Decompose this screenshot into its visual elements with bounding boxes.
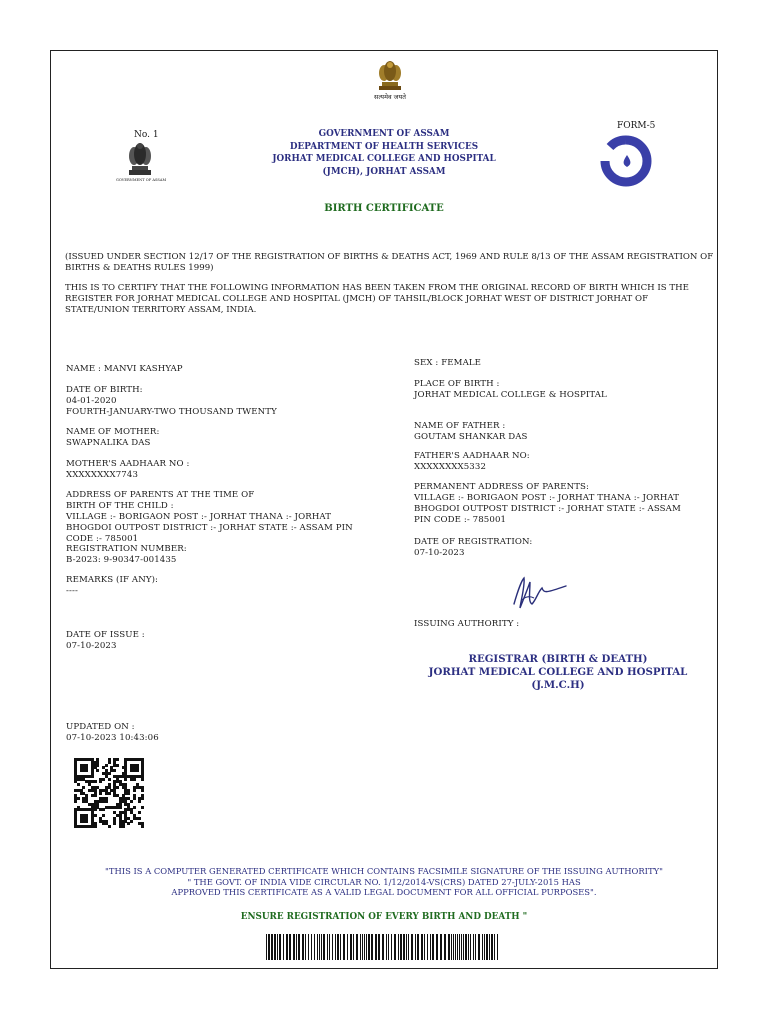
barcode-bar: [271, 934, 273, 960]
college-name: JORHAT MEDICAL COLLEGE AND HOSPITAL: [272, 154, 496, 164]
barcode-bar: [366, 934, 367, 960]
barcode-bar: [368, 934, 370, 960]
qr-module: [102, 808, 105, 811]
qr-module: [119, 806, 122, 809]
qr-module: [130, 800, 133, 803]
perm-address-label: PERMANENT ADDRESS OF PARENTS:: [414, 482, 590, 492]
state-emblem-icon: [373, 60, 407, 92]
footer-line-2: " THE GOVT. OF INDIA VIDE CIRCULAR NO. 1/12/2014-VS(CRS) DATED 27-JULY-2015 HAS: [187, 876, 581, 887]
issue-date-value: 07-10-2023: [66, 641, 117, 651]
barcode-icon: [266, 934, 502, 960]
barcode-bar: [388, 934, 389, 960]
barcode-bar: [327, 934, 328, 960]
sex: SEX : FEMALE: [414, 358, 482, 368]
qr-module: [99, 792, 102, 795]
barcode-bar: [364, 934, 365, 960]
barcode-bar: [484, 934, 485, 960]
barcode-bar: [398, 934, 399, 960]
barcode-bar: [268, 934, 270, 960]
barcode-bar: [321, 934, 322, 960]
qr-module: [94, 808, 97, 811]
left-emblem-caption: GOVERNMENT OF ASSAM: [116, 178, 167, 182]
updated-label: UPDATED ON :: [66, 722, 135, 732]
barcode-bar: [491, 934, 493, 960]
barcode-bar: [319, 934, 320, 960]
barcode-bar: [444, 934, 446, 960]
qr-module: [102, 778, 105, 781]
barcode-bar: [293, 934, 295, 960]
issuing-authority-label: ISSUING AUTHORITY :: [414, 619, 520, 629]
form-label: FORM-5: [617, 121, 656, 131]
doc-title: BIRTH CERTIFICATE: [324, 203, 444, 214]
barcode-bar: [406, 934, 407, 960]
reg-date-label: DATE OF REGISTRATION:: [414, 537, 533, 547]
footer-line-3: APPROVED THIS CERTIFICATE AS A VALID LEGAL DOCUMENT FOR ALL OFFICIAL PURPOSES".: [171, 887, 597, 897]
qr-module: [116, 758, 119, 761]
barcode-bar: [314, 934, 315, 960]
reg-no-value: B-2023: 9-90347-001435: [66, 555, 177, 565]
ensure-registration: ENSURE REGISTRATION OF EVERY BIRTH AND DEATH ": [240, 912, 528, 922]
father-aadhaar-label: FATHER'S AADHAAR NO:: [414, 451, 530, 461]
dob-block: [66, 385, 356, 418]
barcode-bar: [463, 934, 464, 960]
qr-module: [99, 780, 102, 783]
barcode-bar: [430, 934, 431, 960]
qr-module: [74, 800, 77, 803]
barcode-bar: [386, 934, 387, 960]
remarks-value: ----: [66, 586, 79, 596]
barcode-bar: [457, 934, 458, 960]
barcode-bar: [371, 934, 373, 960]
qr-module: [124, 778, 127, 781]
barcode-bar: [382, 934, 384, 960]
footer-line-1: "THIS IS A COMPUTER GENERATED CERTIFICATE WHICH CONTAINS FACSIMILE SIGNATURE OF THE ISSUING AUTHORITY": [105, 866, 663, 876]
qr-module: [108, 761, 111, 764]
barcode-bar: [362, 934, 363, 960]
crs-logo-icon: [596, 134, 656, 188]
qr-module: [141, 789, 144, 792]
barcode-bar: [296, 934, 297, 960]
barcode-bar: [305, 934, 306, 960]
barcode-bar: [461, 934, 462, 960]
qr-module: [113, 822, 116, 825]
barcode-bar: [311, 934, 312, 960]
barcode-bar: [400, 934, 402, 960]
qr-module: [91, 775, 94, 778]
father-aadhaar-block: [414, 451, 704, 473]
registrar-line-2: JORHAT MEDICAL COLLEGE AND HOSPITAL: [428, 666, 688, 678]
qr-module: [141, 778, 144, 781]
registration-number-block: [66, 544, 356, 566]
barcode-bar: [353, 934, 354, 960]
address-label-2: BIRTH OF THE CHILD :: [66, 501, 174, 511]
mother-aadhaar-value: XXXXXXXX7743: [66, 470, 139, 480]
barcode-bar: [470, 934, 471, 960]
qr-module: [94, 794, 97, 797]
qr-module: [108, 778, 111, 781]
address-block: [66, 490, 371, 545]
qr-module: [141, 825, 144, 828]
barcode-bar: [482, 934, 483, 960]
qr-module: [94, 814, 97, 817]
qr-module: [116, 786, 119, 789]
qr-module: [85, 769, 88, 772]
barcode-bar: [440, 934, 442, 960]
qr-module: [96, 764, 99, 767]
qr-module: [108, 772, 111, 775]
barcode-bar: [350, 934, 352, 960]
qr-code-icon: [74, 758, 144, 826]
qr-module: [96, 769, 99, 772]
certify-text: THIS IS TO CERTIFY THAT THE FOLLOWING INFORMATION HAS BEEN TAKEN FROM THE ORIGINAL RECORD OF BIRTH WHICH IS THE REGISTER FOR JORHAT MEDICAL COLLEGE AND HOSPITAL (JMCH) OF TAHSIL/BLOCK JORHAT WEST OF DISTRICT JORHAT OF STATE/UNION TERRITORY ASSAM, INDIA.: [65, 283, 689, 315]
barcode-bar: [453, 934, 454, 960]
barcode-bar: [360, 934, 361, 960]
national-emblem-icon: [125, 142, 155, 178]
mother-label: NAME OF MOTHER:: [66, 427, 160, 437]
header-block: [234, 128, 534, 178]
barcode-bar: [436, 934, 438, 960]
qr-module: [138, 817, 141, 820]
father-value: GOUTAM SHANKAR DAS: [414, 432, 528, 442]
issued-under-text: (ISSUED UNDER SECTION 12/17 OF THE REGISTRATION OF BIRTHS & DEATHS ACT, 1969 AND RULE 8/13 OF THE ASSAM REGISTRATION OF BIRTHS & DEATHS RULES 1999): [65, 252, 714, 273]
barcode-bar: [277, 934, 278, 960]
barcode-bar: [335, 934, 336, 960]
qr-module: [138, 800, 141, 803]
barcode-bar: [455, 934, 456, 960]
barcode-bar: [448, 934, 450, 960]
barcode-bar: [394, 934, 396, 960]
barcode-bar: [337, 934, 339, 960]
qr-module: [77, 783, 80, 786]
dob-label: DATE OF BIRTH:: [66, 385, 143, 395]
reg-date-value: 07-10-2023: [414, 548, 465, 558]
perm-address-value: VILLAGE :- BORIGAON POST :- JORHAT THANA :- JORHAT BHOGDOI OUTPOST DISTRICT :- JORHAT STATE :- ASSAM PIN CODE :- 785001: [414, 493, 681, 525]
qr-module: [113, 769, 116, 772]
qr-module: [141, 797, 144, 800]
qr-module: [127, 822, 130, 825]
college-place: (JMCH), JORHAT ASSAM: [322, 166, 446, 177]
barcode-bar: [266, 934, 267, 960]
barcode-bar: [473, 934, 474, 960]
barcode-bar: [468, 934, 469, 960]
updated-value: 07-10-2023 10:43:06: [66, 733, 159, 743]
barcode-bar: [391, 934, 392, 960]
place-of-birth-block: [414, 379, 704, 401]
registrar-block: [420, 653, 696, 692]
dept-name: DEPARTMENT OF HEALTH SERVICES: [289, 141, 479, 152]
barcode-bar: [356, 934, 358, 960]
qr-module: [94, 825, 97, 828]
father-block: [414, 421, 704, 443]
mother-block: [66, 427, 356, 449]
barcode-bar: [279, 934, 281, 960]
qr-module: [82, 786, 85, 789]
child-name: NAME : MANVI KASHYAP: [66, 364, 183, 374]
barcode-bar: [283, 934, 284, 960]
govt-name: GOVERNMENT OF ASSAM: [318, 129, 450, 139]
qr-module: [138, 811, 141, 814]
qr-module: [133, 797, 136, 800]
qr-module: [136, 769, 139, 772]
reg-no-label: REGISTRATION NUMBER:: [66, 544, 187, 554]
dob-value: 04-01-2020: [66, 396, 117, 406]
barcode-bar: [475, 934, 476, 960]
address-label-1: ADDRESS OF PARENTS AT THE TIME OF: [66, 490, 255, 500]
pob-value: JORHAT MEDICAL COLLEGE & HOSPITAL: [414, 390, 607, 400]
updated-block: [66, 722, 356, 744]
qr-module: [108, 792, 111, 795]
barcode-bar: [421, 934, 423, 960]
mother-value: SWAPNALIKA DAS: [66, 438, 151, 448]
barcode-bar: [459, 934, 460, 960]
pob-label: PLACE OF BIRTH :: [414, 379, 500, 389]
remarks-block: [66, 575, 356, 597]
emblem-motto: सत्यमेव जयते: [374, 93, 406, 101]
qr-module: [130, 820, 133, 823]
barcode-bar: [347, 934, 348, 960]
barcode-bar: [494, 934, 495, 960]
registrar-line-3: (J.M.C.H): [531, 679, 585, 691]
left-emblem: [116, 142, 167, 182]
registration-date-block: [414, 537, 704, 559]
barcode-bar: [497, 934, 498, 960]
qr-module: [105, 800, 108, 803]
signature-icon: [508, 570, 572, 614]
barcode-bar: [308, 934, 309, 960]
barcode-bar: [424, 934, 425, 960]
barcode-bar: [298, 934, 300, 960]
address-value: VILLAGE :- BORIGAON POST :- JORHAT THANA :- JORHAT BHOGDOI OUTPOST DISTRICT :- JORHAT STATE :- ASSAM PIN CODE :- 785001: [66, 512, 353, 544]
qr-module: [77, 797, 80, 800]
qr-module: [85, 820, 88, 823]
barcode-bar: [411, 934, 413, 960]
barcode-bar: [408, 934, 409, 960]
barcode-bar: [427, 934, 428, 960]
barcode-bar: [302, 934, 304, 960]
barcode-bar: [478, 934, 480, 960]
top-emblem: [370, 60, 410, 101]
barcode-bar: [417, 934, 419, 960]
qr-module: [133, 778, 136, 781]
qr-module: [108, 825, 111, 828]
barcode-bar: [286, 934, 288, 960]
qr-module: [102, 814, 105, 817]
qr-module: [133, 806, 136, 809]
issue-date-block: [66, 630, 356, 652]
qr-module: [122, 825, 125, 828]
barcode-bar: [451, 934, 452, 960]
barcode-bar: [329, 934, 330, 960]
barcode-bar: [274, 934, 276, 960]
barcode-bar: [332, 934, 333, 960]
registrar-line-1: REGISTRAR (BIRTH & DEATH): [468, 653, 648, 665]
barcode-bar: [375, 934, 377, 960]
barcode-bar: [489, 934, 490, 960]
father-aadhaar-value: XXXXXXXX5332: [414, 462, 487, 472]
barcode-bar: [432, 934, 434, 960]
barcode-bar: [465, 934, 467, 960]
father-label: NAME OF FATHER :: [414, 421, 506, 431]
qr-module: [105, 764, 108, 767]
barcode-bar: [289, 934, 291, 960]
barcode-bar: [378, 934, 380, 960]
certificate-number: No. 1: [134, 130, 159, 140]
barcode-bar: [340, 934, 341, 960]
qr-module: [94, 780, 97, 783]
footer-note: [60, 866, 708, 898]
permanent-address-block: [414, 482, 694, 526]
mother-aadhaar-block: [66, 459, 356, 481]
mother-aadhaar-label: MOTHER'S AADHAAR NO :: [66, 459, 190, 469]
dob-words: FOURTH-JANUARY-TWO THOUSAND TWENTY: [66, 407, 277, 417]
barcode-bar: [403, 934, 405, 960]
remarks-label: REMARKS (IF ANY):: [66, 575, 159, 585]
barcode-bar: [317, 934, 318, 960]
barcode-bar: [343, 934, 345, 960]
qr-module: [116, 764, 119, 767]
qr-module: [141, 806, 144, 809]
barcode-bar: [486, 934, 488, 960]
qr-module: [133, 789, 136, 792]
qr-module: [127, 792, 130, 795]
barcode-bar: [323, 934, 325, 960]
issue-date-label: DATE OF ISSUE :: [66, 630, 145, 640]
barcode-bar: [415, 934, 416, 960]
